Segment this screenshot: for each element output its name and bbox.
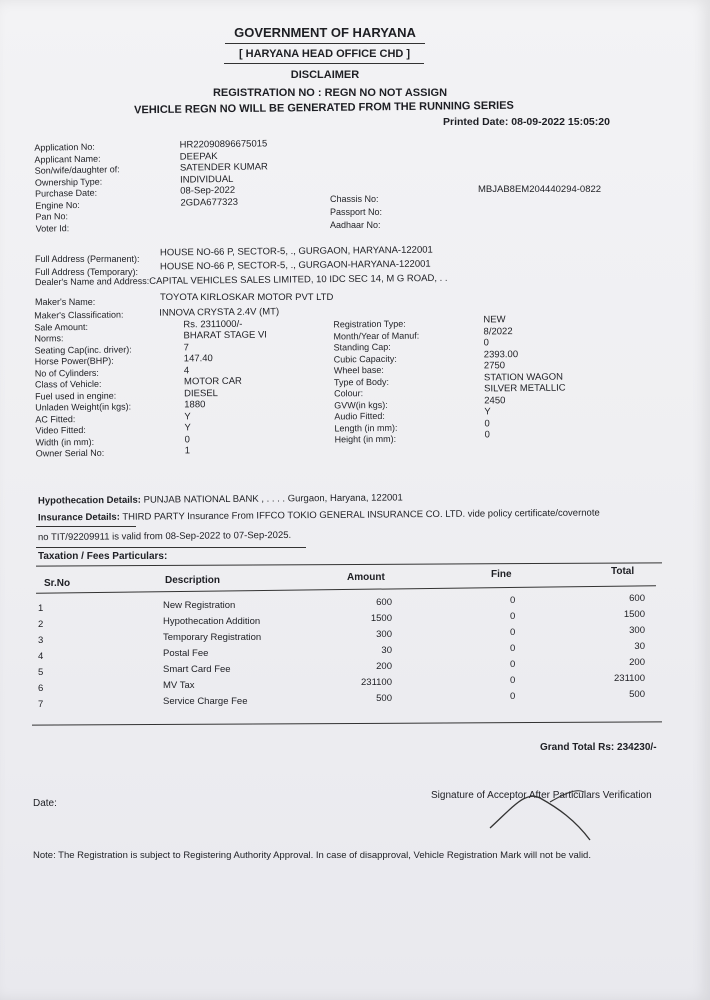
fee-description: Service Charge Fee [163,696,248,707]
audio-fitted-label: Audio Fitted: [334,410,385,422]
fees-bottom-line [32,721,662,725]
cubic-capacity-label: Cubic Capacity: [333,353,397,364]
fee-srno: 3 [38,635,44,646]
fees-title: Taxation / Fees Particulars: [38,551,168,562]
fee-total: 30 [634,641,645,652]
application-no-label: Application No: [34,141,95,153]
fee-fine: 0 [510,691,516,702]
registration-type-value: NEW [483,314,506,326]
dealer-label: Dealer's Name and Address: [34,275,150,288]
header-total: Total [611,566,635,577]
permanent-address-value: HOUSE NO-66 P, SECTOR-5, ., GURGAON, HARYANA-122001 [159,244,433,259]
fee-total: 1500 [623,609,645,620]
sale-amount-value: Rs. 2311000/- [183,318,243,330]
colour-label: Colour: [334,388,364,399]
vehicle-right-labels [333,319,420,446]
vehicle-left-values [159,306,280,457]
temporary-address-value: HOUSE NO-66 P, SECTOR-5, ., GURGAON-HARYANA-122001 [159,258,431,273]
vehicle-class-value: MOTOR CAR [183,375,242,388]
pan-no-label: Pan No: [35,211,69,222]
fee-fine: 0 [510,659,516,670]
validity-underline [36,547,306,548]
signature-label: Signature of Acceptor After Particulars Verification [431,790,652,801]
fee-amount: 1500 [370,613,392,624]
fee-srno: 2 [38,619,44,630]
ac-fitted-value: Y [184,410,191,422]
wheel-base-label: Wheel base: [333,364,384,376]
seating-cap-value: 7 [183,341,189,353]
permanent-address-label: Full Address (Permanent): [35,254,140,264]
hypothecation-value: PUNJAB NATIONAL BANK , . . . . Gurgaon, Haryana, 122001 [143,492,403,506]
fee-fine: 0 [510,627,516,638]
voter-id-label: Voter Id: [35,222,70,234]
unladen-weight-value: 1880 [184,399,206,411]
fee-amount: 231100 [361,677,392,688]
vehicle-class-label: Class of Vehicle: [34,378,102,390]
applicant-name-value: DEEPAK [179,150,218,163]
regn-line: REGISTRATION NO : REGN NO NOT ASSIGN [212,87,448,99]
fees-title-underline [36,562,662,566]
relation-value: SATENDER KUMAR [179,161,268,174]
fee-srno: 7 [38,699,44,710]
dealer-value: CAPITAL VEHICLES SALES LIMITED, 10 IDC SEC 14, M G ROAD, . . [149,272,448,287]
engine-no-label: Engine No: [35,199,80,211]
video-fitted-label: Video Fitted: [35,424,86,436]
insurance-details [38,508,600,524]
body-type-value: STATION WAGON [483,371,564,383]
fee-amount: 500 [376,693,392,704]
gvw-label: GVW(in kgs): [334,399,388,410]
insurance-label: Insurance Details: [37,511,120,524]
cubic-capacity-value: 2393.00 [483,348,519,360]
seating-cap-label: Seating Cap(inc. driver): [34,343,132,356]
registration-type-label: Registration Type: [333,318,406,330]
standing-cap-label: Standing Cap: [333,341,391,353]
maker-classification-value: INNOVA CRYSTA 2.4V (MT) [159,306,280,319]
maker-classification-label: Maker's Classification: [34,309,124,321]
fee-description: MV Tax [163,680,195,691]
date-label: Date: [33,798,57,809]
maker-name-label: Maker's Name: [35,297,96,307]
horse-power-value: 147.40 [183,353,213,365]
fuel-label: Fuel used in engine: [35,390,117,402]
width-value: 0 [184,433,190,445]
relation-label: Son/wife/daughter of: [34,164,120,176]
owner-serial-value: 1 [184,445,191,457]
fees-header-underline [36,585,656,594]
chassis-no-value: MBJAB8EM204440294-0822 [478,184,602,195]
manuf-date-value: 8/2022 [483,325,513,337]
header-srno: Sr.No [44,578,71,589]
fee-amount: 300 [376,629,392,640]
vehicle-regn-line: VEHICLE REGN NO WILL BE GENERATED FROM THE RUNNING SERIES [134,99,514,117]
body-type-label: Type of Body: [333,376,390,387]
insurance-validity: no TIT/92209911 is valid from 08-Sep-2022 to 07-Sep-2025. [37,529,292,544]
fee-fine: 0 [510,643,516,654]
fee-total: 300 [629,625,645,636]
govt-title: GOVERNMENT OF HARYANA [234,25,416,40]
fee-total: 500 [629,689,645,700]
header-amount: Amount [347,572,385,583]
grand-total: Grand Total Rs: 234230/- [540,742,657,753]
office-title: [ HARYANA HEAD OFFICE CHD ] [238,48,411,60]
fee-fine: 0 [510,611,516,622]
passport-no-label: Passport No: [330,207,383,217]
hypothecation-details [38,492,403,506]
fee-description: Smart Card Fee [163,664,231,675]
fee-description: Temporary Registration [163,632,262,643]
hypothecation-label: Hypothecation Details: [37,494,141,507]
video-fitted-value: Y [184,422,191,434]
height-value: 0 [484,429,490,441]
temporary-address-label: Full Address (Temporary): [35,267,139,277]
gvw-value: 2450 [484,394,506,406]
fee-srno: 5 [38,667,44,678]
cylinders-value: 4 [183,364,190,376]
insurance-value: THIRD PARTY Insurance From IFFCO TOKIO GENERAL INSURANCE CO. LTD. vide policy certificate/covernote [122,507,600,523]
fee-description: New Registration [163,600,236,611]
ownership-type-value: INDIVIDUAL [180,173,234,186]
printed-date: Printed Date: 08-09-2022 15:05:20 [443,116,610,128]
width-label: Width (in mm): [35,436,95,448]
fee-srno: 4 [38,651,44,662]
fee-total: 200 [629,657,645,668]
chassis-no-label: Chassis No: [330,194,379,204]
standing-cap-value: 0 [483,337,489,349]
norms-value: BHARAT STAGE VI [183,329,267,342]
length-value: 0 [484,417,490,429]
length-label: Length (in mm): [334,422,398,433]
fee-amount: 600 [376,597,392,608]
header-description: Description [165,575,221,586]
sale-amount-label: Sale Amount: [34,321,88,333]
applicant-name-label: Applicant Name: [34,153,101,165]
ownership-type-label: Ownership Type: [34,176,103,188]
manuf-date-label: Month/Year of Manuf: [333,330,420,341]
fee-amount: 30 [381,645,392,656]
vehicle-right-values [483,314,566,441]
ac-fitted-label: AC Fitted: [35,413,76,425]
fee-description: Hypothecation Addition [163,616,261,627]
disclaimer-title: DISCLAIMER [290,69,360,81]
maker-name-value: TOYOTA KIRLOSKAR MOTOR PVT LTD [160,292,334,303]
wheel-base-value: 2750 [483,360,506,372]
fee-fine: 0 [510,595,516,606]
fee-total: 600 [629,593,645,604]
applicant-values [180,138,269,208]
office-underline [224,63,424,64]
fee-total: 231100 [614,673,645,684]
engine-no-value: 2GDA677323 [180,196,239,209]
header-fine: Fine [491,569,512,580]
purchase-date-label: Purchase Date: [35,187,98,199]
application-no-value: HR22090896675015 [179,138,268,151]
horse-power-label: Horse Power(BHP): [34,355,114,367]
registration-note: Note: The Registration is subject to Registering Authority Approval. In case of disapproval, Vehicle Registration Mark will not be valid. [33,850,591,861]
fee-fine: 0 [510,675,516,686]
colour-value: SILVER METALLIC [484,382,566,395]
govt-title-underline [225,43,425,44]
cylinders-label: No of Cylinders: [34,367,99,379]
purchase-date-value: 08-Sep-2022 [180,184,236,197]
owner-serial-label: Owner Serial No: [35,447,105,459]
fee-description: Postal Fee [163,648,209,659]
insurance-underline [36,526,136,527]
fuel-value: DIESEL [184,387,218,399]
fee-srno: 6 [38,683,44,694]
unladen-weight-label: Unladen Weight(in kgs): [35,401,132,413]
aadhaar-no-label: Aadhaar No: [330,220,381,230]
norms-label: Norms: [34,333,64,344]
vehicle-left-labels [34,309,133,460]
signature-scribble [480,780,610,850]
height-label: Height (in mm): [334,433,397,445]
fee-srno: 1 [38,603,44,614]
audio-fitted-value: Y [484,406,491,418]
fee-amount: 200 [376,661,392,672]
applicant-labels [34,141,121,234]
